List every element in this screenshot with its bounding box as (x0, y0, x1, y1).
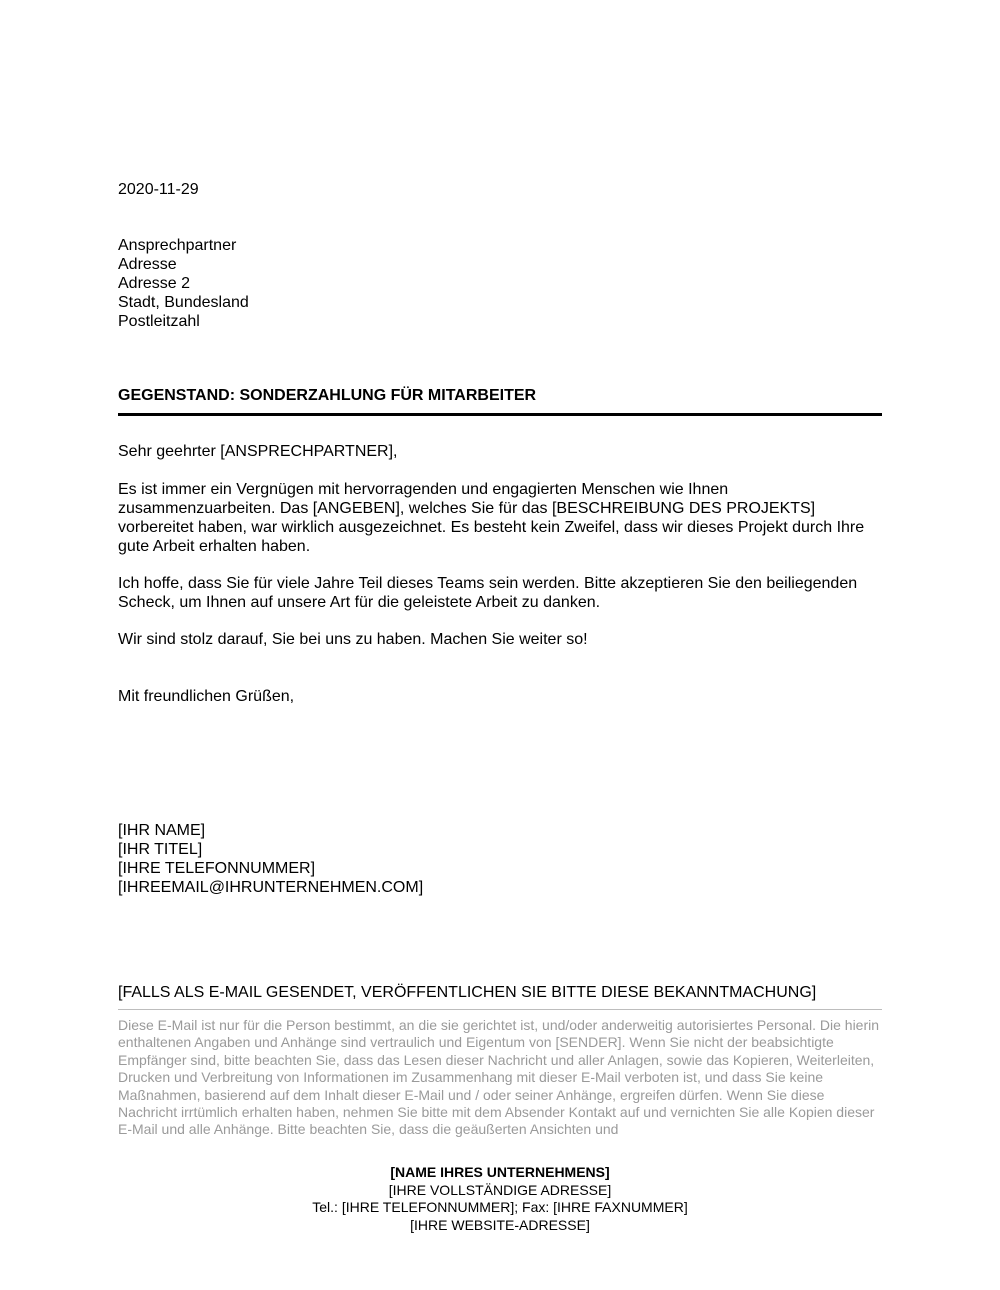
signature-name: [IHR NAME] (118, 822, 206, 839)
closing: Mit freundlichen Grüßen, (118, 688, 295, 705)
address-line-2: Adresse 2 (118, 275, 191, 292)
footer-address: [IHRE VOLLSTÄNDIGE ADRESSE] (388, 1181, 612, 1198)
greeting: Sehr geehrter [ANSPRECHPARTNER], (118, 443, 398, 460)
address-line-postcode: Postleitzahl (118, 313, 200, 330)
body-paragraph-3: Wir sind stolz darauf, Sie bei uns zu haben. Machen Sie weiter so! (118, 631, 588, 648)
signature-block (118, 821, 423, 897)
signature-title: [IHR TITEL] (118, 841, 203, 858)
subject-line: GEGENSTAND: SONDERZAHLUNG FÜR MITARBEITER (118, 387, 537, 404)
footer-company-name: [NAME IHRES UNTERNEHMENS] (390, 1164, 610, 1180)
signature-phone: [IHRE TELEFONNUMMER] (118, 860, 316, 877)
email-notice-heading: [FALLS ALS E-MAIL GESENDET, VERÖFFENTLICHEN SIE BITTE DIESE BEKANNTMACHUNG] (118, 984, 817, 1001)
address-line-city: Stadt, Bundesland (118, 294, 249, 311)
footer-website: [IHRE WEBSITE-ADRESSE] (410, 1216, 590, 1233)
notice-divider (118, 1009, 882, 1010)
email-disclaimer: Diese E-Mail ist nur für die Person bestimmt, an die sie gerichtet ist, und/oder anderweitig autorisiertes Personal. Die hierin enthaltenen Angaben und Anhänge sind vertraulich und Eigentum von [SENDER]. Wenn Sie nicht der beabsichtigte Empfänger sind, bitte beachten Sie, dass das Lesen dieser Nachricht und aller Anlagen, sowie das Kopieren, Weiterleiten, Drucken und Verbreitung von Informationen im Zusammenhang mit dieser E-Mail verboten ist, und dass Sie keine Maßnahmen, basierend auf dem Inhalt dieser E-Mail und / oder seiner Anhänge, ergreifen dürfen. Wenn Sie diese Nachricht irrtümlich erhalten haben, nehmen Sie bitte mit dem Absender Kontakt auf und vernichten Sie alle Kopien dieser E-Mail und alle Anhänge. Bitte beachten Sie, dass die geäußerten Ansichten und (118, 1017, 880, 1138)
body-paragraph-1: Es ist immer ein Vergnügen mit hervorragenden und engagierten Menschen wie Ihnen zusammenzuarbeiten. Das [ANGEBEN], welches Sie für das [BESCHREIBUNG DES PROJEKTS] vorbereitet haben, war wirklich ausgezeichnet. Es besteht kein Zweifel, dass wir dieses Projekt durch Ihre gute Arbeit erhalten haben. (118, 481, 865, 555)
company-footer (0, 1164, 1000, 1234)
footer-phone-fax: Tel.: [IHRE TELEFONNUMMER]; Fax: [IHRE FAXNUMMER] (312, 1199, 688, 1215)
address-line-contact: Ansprechpartner (118, 237, 237, 254)
signature-email: [IHREEMAIL@IHRUNTERNEHMEN.COM] (118, 879, 424, 896)
recipient-address (118, 236, 249, 331)
letter-date: 2020-11-29 (118, 181, 199, 198)
body-paragraph-2: Ich hoffe, dass Sie für viele Jahre Teil dieses Teams sein werden. Bitte akzeptieren Sie den beiliegenden Scheck, um Ihnen auf unsere Art für die geleistete Arbeit zu danken. (118, 575, 858, 611)
subject-divider (118, 413, 882, 416)
address-line-1: Adresse (118, 256, 177, 273)
